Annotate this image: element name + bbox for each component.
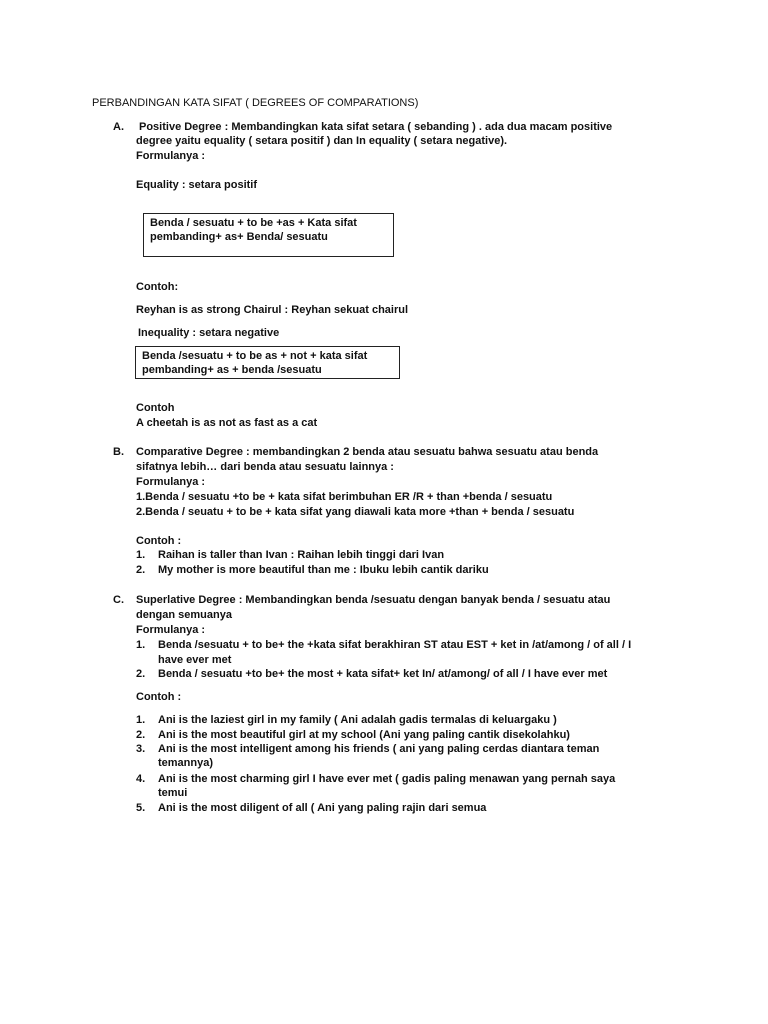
section-b-marker: B. [113,446,124,458]
section-c-heading-line1: Superlative Degree : Membandingkan benda /sesuatu dengan banyak benda / sesuatu atau [136,594,611,606]
section-b-formula2: 2.Benda / seuatu + to be + kata sifat yang diawali kata more +than + benda / sesuatu [136,506,575,518]
list-item-number: 2. [136,668,146,680]
section-c-formula2: Benda / sesuatu +to be+ the most + kata sifat+ ket In/ at/among/ of all / I have ever met [158,668,608,680]
equality-formula-box [143,213,394,257]
section-b-heading-line1: Comparative Degree : membandingkan 2 benda atau sesuatu bahwa sesuatu atau benda [136,446,599,458]
list-item: Ani is the most beautiful girl at my school (Ani yang paling cantik disekolahku) [158,729,570,741]
section-c-formula-label: Formulanya : [136,624,206,636]
section-a-heading-line1: Positive Degree : Membandingkan kata sifat setara ( sebanding ) . ada dua macam positive [139,121,613,133]
list-item-number: 1. [136,549,146,561]
list-item: Raihan is taller than Ivan : Raihan lebih tinggi dari Ivan [158,549,445,561]
equality-label: Equality : setara positif [136,179,258,191]
list-item: Ani is the most charming girl I have ever met ( gadis paling menawan yang pernah saya [158,773,616,785]
list-item-number: 3. [136,743,146,755]
section-b-formula-label: Formulanya : [136,476,206,488]
inequality-box-line2: pembanding+ as + benda /sesuatu [142,364,322,376]
section-a-example2-label: Contoh [136,402,175,414]
inequality-formula-box [135,346,400,379]
list-item: Ani is the most diligent of all ( Ani yang paling rajin dari semua [158,802,487,814]
section-a-example2-text: A cheetah is as not as fast as a cat [136,417,318,429]
document-title: PERBANDINGAN KATA SIFAT ( DEGREES OF COMPARATIONS) [92,97,419,109]
list-item-number: 2. [136,564,146,576]
section-a-example-text: Reyhan is as strong Chairul : Reyhan sekuat chairul [136,304,409,316]
inequality-label: Inequality : setara negative [138,327,280,339]
list-item-continuation: temannya) [158,757,214,769]
section-b-formula1: 1.Benda / sesuatu +to be + kata sifat berimbuhan ER /R + than +benda / sesuatu [136,491,553,503]
section-c-marker: C. [113,594,124,606]
list-item-number: 1. [136,714,146,726]
list-item-number: 4. [136,773,146,785]
list-item-number: 5. [136,802,146,814]
section-b-example-label: Contoh : [136,535,182,547]
section-c-example-label: Contoh : [136,691,182,703]
section-b-heading-line2: sifatnya lebih… dari benda atau sesuatu lainnya : [136,461,394,473]
list-item-number: 1. [136,639,146,651]
list-item-number: 2. [136,729,146,741]
list-item: Ani is the most intelligent among his friends ( ani yang paling cerdas diantara teman [158,743,600,755]
list-item: Ani is the laziest girl in my family ( Ani adalah gadis termalas di keluargaku ) [158,714,557,726]
section-a-example-label: Contoh: [136,281,179,293]
equality-box-line1: Benda / sesuatu + to be +as + Kata sifat [150,217,357,229]
section-c-heading-line2: dengan semuanya [136,609,232,621]
section-a-heading-line2: degree yaitu equality ( setara positif ) dan In equality ( setara negative). [136,135,508,147]
list-item: My mother is more beautiful than me : Ibuku lebih cantik dariku [158,564,489,576]
section-c-formula1-line2: have ever met [158,654,232,666]
section-a-marker: A. [113,121,124,133]
equality-box-line2: pembanding+ as+ Benda/ sesuatu [150,231,328,243]
inequality-box-line1: Benda /sesuatu + to be as + not + kata sifat [142,350,368,362]
section-a-formula-label: Formulanya : [136,150,206,162]
list-item-continuation: temui [158,787,188,799]
section-c-formula1-line1: Benda /sesuatu + to be+ the +kata sifat berakhiran ST atau EST + ket in /at/among / of all / I [158,639,632,651]
